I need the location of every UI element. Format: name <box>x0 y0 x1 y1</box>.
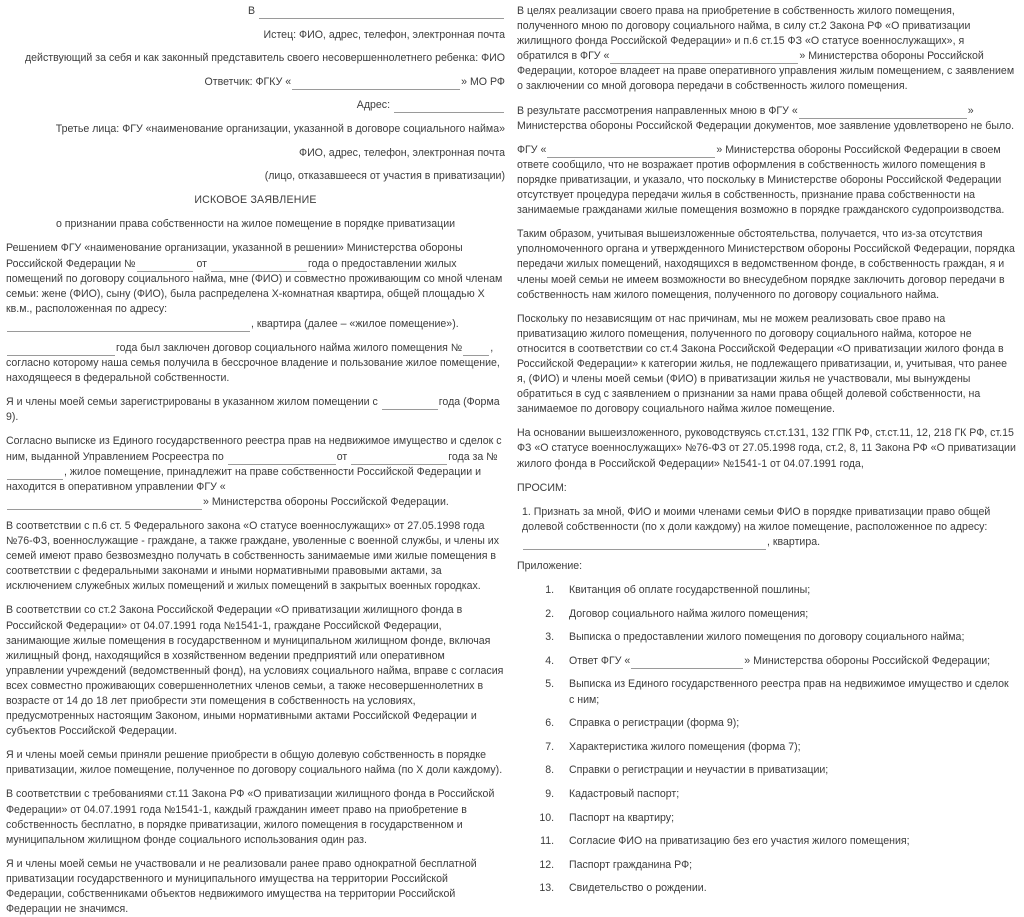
address-label: Адрес: <box>356 99 391 112</box>
list-item <box>557 881 1016 896</box>
paragraph-privatization-law-art2: В соответствии со ст.2 Закона Российской Федерации «О приватизации жилищного фонда в Российской Федерации» от 04.07.1991 года №1541-1, граждане Российской Федерации, занимающие жилые помещения в государственном и муниципальном жилищном фонде, включая жилищный фонд, находящийся в хозяйственном ведении предприятий или оперативном управлении учреждений (ведомственный фонд), на условиях социального найма, вправе с согласия всех совместно проживающих совершеннолетних членов семьи, а также несовершеннолетних в возрасте от 14 до 18 лет приобрести эти помещения в собственность на условиях, предусмотренных настоящим Законом, иными нормативными актами Российской Федерации и субъектов Российской Федерации. <box>6 604 504 738</box>
p1-text-b: от <box>196 257 207 270</box>
appendix-item-text: Ответ ФГУ « <box>569 654 631 667</box>
document-subtitle: о признании права собственности на жилое помещение в порядке приватизации <box>55 218 456 231</box>
header-third-parties-line: Третье лица: ФГУ «наименование организации, указанной в договоре социального найма» <box>55 122 505 135</box>
paragraph-court-necessity: Поскольку по независящим от нас причинам, мы не можем реализовать свое право на приватизацию жилого помещения, полученного по договору социального найма, которое не относится в соответствии со ст.4 Закона Российской Федерации «О приватизации жилого фонда в Российской Федерации» к категории жилья, не подлежащего приватизации, и, учитывая, что ранее я, (ФИО) и члены моей семьи (ФИО) в приватизации жилья не участвовали, мы вынуждены обратиться в суд с заявлением о признании за нами права общей долевой собственности, на занимаемое по договору социального найма жилое помещение. <box>517 312 1007 416</box>
fgu-name-blank-r1[interactable] <box>610 52 798 64</box>
paragraph-fgu-reply <box>517 143 1016 218</box>
header-third-parties-contacts: ФИО, адрес, телефон, электронная почта <box>299 146 505 159</box>
prosim-text-b: , квартира. <box>767 535 821 548</box>
defendant-suffix: » МО РФ <box>461 75 505 88</box>
list-item <box>557 787 1016 802</box>
header-defendant-line <box>6 75 505 90</box>
extract-date-blank[interactable] <box>351 453 447 465</box>
fgu-name-blank-r3[interactable] <box>547 146 715 158</box>
p4-text-d: , жилое помещение, принадлежит на праве собственности Российской Федерации и находится в оперативном управлении ФГУ « <box>6 465 481 493</box>
list-item <box>557 677 1016 707</box>
defendant-blank-field[interactable] <box>292 78 460 90</box>
list-item <box>557 654 1016 669</box>
p2-text-a: года был заключен договор социального найма жилого помещения № <box>116 342 463 354</box>
fgu-name-blank-left[interactable] <box>7 498 202 510</box>
p1-text-c: года о предоставлении жилых помещений по договору социального найма, мне (ФИО) и совместно проживающим со мной членам семьи: жене (ФИО), сыну (ФИО), была распределена Х-комнатная квартира, общей площадью Х кв.м., расположенная по адресу: <box>6 257 503 315</box>
list-item <box>557 858 1016 873</box>
appendix-item-text: Квитанция об оплате государственной пошлины; <box>569 584 811 597</box>
appendix-item-text: Кадастровый паспорт; <box>569 787 680 800</box>
appendix-item-text: Свидетельство о рождении. <box>569 882 707 895</box>
right-column <box>511 4 1016 895</box>
address-blank-field[interactable] <box>394 101 504 113</box>
appendix-item-text: Паспорт на квартиру; <box>569 811 675 824</box>
appendix-item-text: Выписка о предоставлении жилого помещения по договору социального найма; <box>569 631 965 644</box>
defendant-label: Ответчик: ФГКУ « <box>204 75 292 88</box>
appendix-item-text: Характеристика жилого помещения (форма 7); <box>569 740 801 753</box>
p1-text-d: , квартира (далее – «жилое помещение»). <box>251 317 459 330</box>
list-item <box>557 583 1016 598</box>
contract-number-blank[interactable] <box>463 344 489 356</box>
r2-text-a: В результате рассмотрения направленных мною в ФГУ « <box>517 104 798 117</box>
paragraph-social-contract <box>6 341 505 386</box>
fgu-name-blank-appendix[interactable] <box>631 657 743 669</box>
appendix-item-text: Выписка из Единого государственного реестра прав на недвижимое имущество и сделок с ним; <box>569 678 1009 706</box>
p2-text-b: , согласно которому наша семья получила в бессрочное владение и пользование жилое помещение, находящееся в федеральной собственности. <box>6 342 500 385</box>
document-title: ИСКОВОЕ ЗАЯВЛЕНИЕ <box>194 194 317 207</box>
p4-text-b: от <box>336 450 348 463</box>
list-item <box>557 630 1016 645</box>
paragraph-egrp-extract <box>6 434 505 509</box>
paragraph-registration <box>6 395 505 425</box>
paragraph-application-to-fgu <box>517 4 1016 95</box>
appendix-item-text: Паспорт гражданина РФ; <box>569 858 693 871</box>
appendix-item-text: Договор социального найма жилого помещения; <box>569 607 809 620</box>
r3-text-a: ФГУ « <box>517 143 547 156</box>
p4-text-e: » Министерства обороны Российской Федерации. <box>203 495 449 508</box>
list-item <box>557 834 1016 849</box>
court-blank-field[interactable] <box>259 7 504 19</box>
court-label: В <box>247 5 256 17</box>
header-plaintiff-line: Истец: ФИО, адрес, телефон, электронная почта <box>263 28 505 41</box>
prosim-text-a: 1. Признать за мной, ФИО и моими членами семьи ФИО в порядке приватизации право общей долевой собственности (по х доли каждому) на жилое помещение, расположенное по адресу: <box>522 505 991 533</box>
decision-date-blank[interactable] <box>211 260 307 272</box>
prosim-item-1 <box>517 505 1016 550</box>
appendix-label: Приложение: <box>517 560 583 572</box>
rosreestr-region-blank[interactable] <box>228 453 336 465</box>
header-representative-line: действующий за себя и как законный представитель своего несовершеннолетнего ребенка: ФИО <box>24 52 505 65</box>
appendix-list <box>517 583 1016 896</box>
paragraph-decision <box>6 241 505 332</box>
prosim-address-blank[interactable] <box>523 538 766 550</box>
r3-text-b: » Министерства обороны Российской Федерации в своем ответе сообщило, что не возражает против оформления в собственность жилого помещения в порядке приватизации, и указало, что поскольку в Министерстве обороны Российской Федерации отсутствует процедура передачи жилья в собственность, признание права собственности на занимаемые гражданами жилые помещения возможно в порядке гражданского судопроизводства. <box>517 143 1005 217</box>
paragraph-application-rejected <box>517 104 1016 134</box>
list-item <box>557 740 1016 755</box>
paragraph-conclusion-no-procedure: Таким образом, учитывая вышеизложенные обстоятельства, получается, что из-за отсутствия уполномоченного органа и утвержденного Министерством обороны Российской Федерации, порядка передачи жилых помещений, находящихся в ведомственном фонде, в собственность граждан, я и члены моей семьи не имеем возможности во внесудебном порядке заключить договор передачи в собственность нам жилого помещения, полученного по договору социального найма. <box>517 228 1015 301</box>
header-address-line <box>6 98 505 113</box>
appendix-item-text: Справки о регистрации и неучастии в приватизации; <box>569 764 829 777</box>
p3-text-a: Я и члены моей семьи зарегистрированы в указанном жилом помещении с <box>6 396 378 409</box>
paragraph-legal-basis: На основании вышеизложенного, руководствуясь ст.ст.131, 132 ГПК РФ, ст.ст.11, 12, 218 ГК РФ, ст.15 ФЗ «О статусе военнослужащих» №76-ФЗ от 27.05.1998 года, ст.2, 8, 11 Закона РФ «О приватизации жилого фонда в Российской Федерации» №1541-1 от 04.07.1991 года, <box>517 427 1016 470</box>
paragraph-privatization-law-art11: В соответствии с требованиями ст.11 Закона РФ «О приватизации жилищного фонда в Российской Федерации» от 04.07.1991 года №1541-1, каждый гражданин имеет право на приобретение в собственность бесплатно, в порядке приватизации, жилого помещения в государственном и муниципальном жилищном фонде социального использования один раз. <box>6 788 495 846</box>
header-refusal-note: (лицо, отказавшееся от участия в приватизации) <box>264 170 505 183</box>
decision-number-blank[interactable] <box>137 260 193 272</box>
extract-number-blank[interactable] <box>7 468 63 480</box>
list-item <box>557 763 1016 778</box>
appendix-item-text: Согласие ФИО на приватизацию без его участия жилого помещения; <box>569 835 910 848</box>
p4-text-c: года за № <box>448 450 498 463</box>
p4-text-a: Согласно выписке из Единого государственного реестра прав на недвижимое имущество и сделок с ним, выданной Управлением Росреестра по <box>6 435 502 463</box>
fgu-name-blank-r2[interactable] <box>799 107 967 119</box>
r1-text-a: В целях реализации своего права на приобретение в собственность жилого помещения, полученного мною по договору социального найма, в силу ст.2 Закона РФ «О приватизации жилищного фонда Российской Федерации» и п.6 ст.15 ФЗ «О статусе военнослужащих», я обратился в ФГУ « <box>517 5 971 63</box>
appendix-item4-suffix: » Министерства обороны Российской Федерации; <box>744 654 991 667</box>
header-court-line <box>6 4 505 19</box>
paragraph-no-prior-privatization: Я и члены моей семьи не участвовали и не реализовали ранее право однократной бесплатной приватизации государственного и муниципального имущества на территории Российской Федерации, собственниками объектов недвижимого имущества на территории Российской Федерации не значимся. <box>6 857 477 916</box>
r1-text-b: » Министерства обороны Российской Федерации, которое владеет на праве оперативного управления жилым помещением, с заявлением о заключении со мной договора передачи в собственность жилого помещения. <box>517 50 1015 93</box>
prosim-label: ПРОСИМ: <box>517 481 567 494</box>
paragraph-military-status-law: В соответствии с п.6 ст. 5 Федерального закона «О статусе военнослужащих» от 27.05.1998 года №76-ФЗ, военнослужащие - граждане, а также граждане, уволенные с военной службы, и члены их семей имеют право безвозмездно получать в собственность занимаемые ими жилые помещения в соответствии с федеральными законами и иными нормативными правовыми актами, за исключением служебных жилых помещений и жилых помещений в закрытых военных городках. <box>6 519 500 593</box>
r2-text-b: » Министерства обороны Российской Федерации документов, мое заявление удовлетворено не было. <box>517 104 1015 132</box>
paragraph-family-decision: Я и члены моей семьи приняли решение приобрести в общую долевую собственность в порядке приватизации, жилое помещение, полученное по договору социального найма (по Х доли каждому). <box>6 749 503 777</box>
p3-text-b: года (Форма 9). <box>6 396 500 424</box>
left-column <box>6 4 511 916</box>
registration-date-blank[interactable] <box>382 398 438 410</box>
list-item <box>557 716 1016 731</box>
list-item <box>557 607 1016 622</box>
p1-text-a: Решением ФГУ «наименование организации, указанной в решении» Министерства обороны Российской Федерации № <box>6 242 463 270</box>
appendix-item-text: Справка о регистрации (форма 9); <box>569 717 740 730</box>
contract-date-blank[interactable] <box>7 344 115 356</box>
list-item <box>557 811 1016 826</box>
apartment-address-blank[interactable] <box>7 320 250 332</box>
